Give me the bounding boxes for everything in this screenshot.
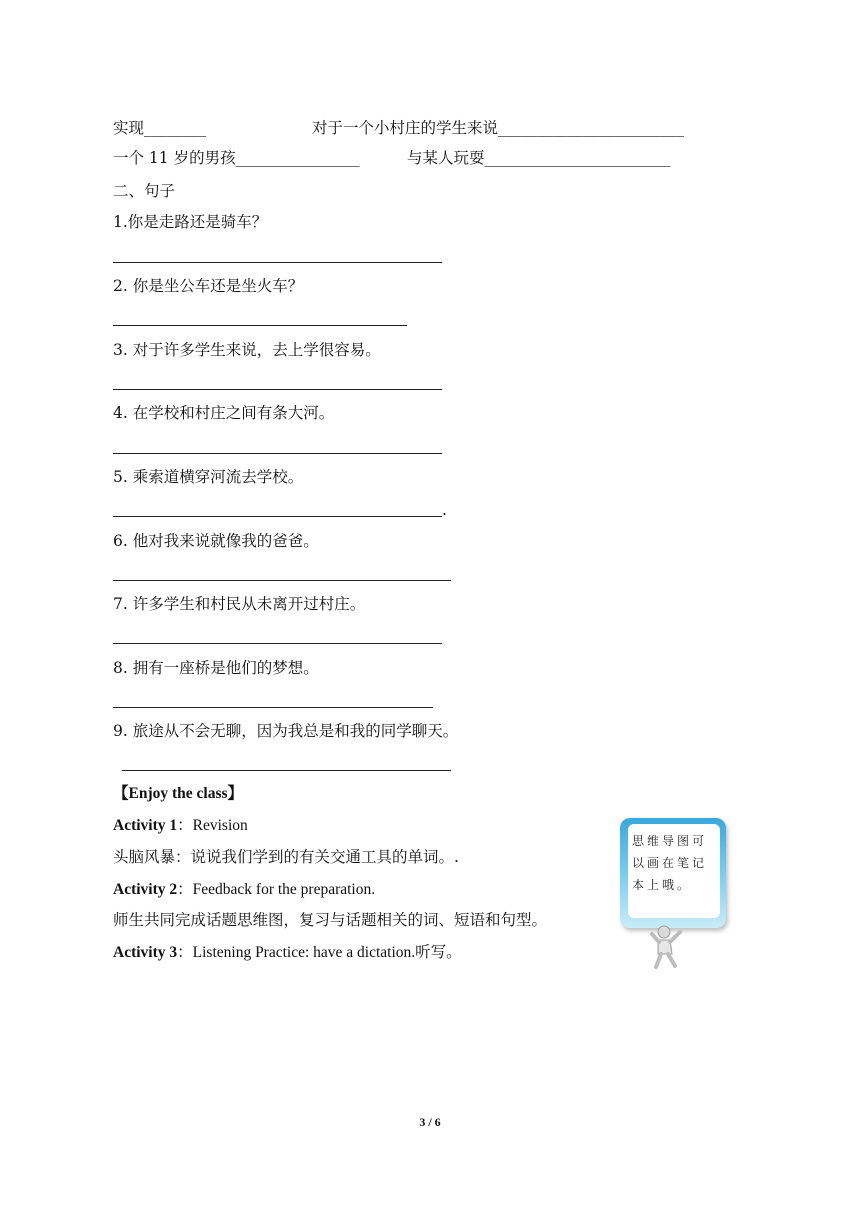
answer-line	[113, 262, 442, 263]
activity-3-label: Activity 3	[113, 944, 178, 961]
note-sign	[620, 818, 726, 928]
activity-3-text: ：Listening Practice: have a dictation.听写。	[177, 944, 462, 961]
section-title-sentences: 二、句子	[113, 182, 176, 200]
sentence-prompt: 2. 你是坐公车还是坐火车？	[113, 277, 304, 295]
answer-line	[113, 707, 433, 708]
activity-1-description: 头脑风暴：说说我们学到的有关交通工具的单词。.	[113, 848, 459, 866]
activity-3	[113, 942, 462, 963]
answer-line	[113, 389, 442, 390]
person-holding-sign-icon	[648, 924, 684, 970]
vocab-item-small-village: 对于一个小村庄的学生来说________________________	[312, 119, 685, 137]
sentence-prompt: 6. 他对我来说就像我的爸爸。	[113, 532, 319, 550]
page-number: 3 / 6	[419, 1115, 441, 1129]
answer-period: .	[442, 501, 447, 519]
answer-line	[113, 325, 407, 326]
activity-1	[113, 815, 248, 836]
sentence-prompt: 4. 在学校和村庄之间有条大河。	[113, 404, 335, 422]
sentence-prompt: 7. 许多学生和村民从未离开过村庄。	[113, 595, 366, 613]
sentence-prompt: 3. 对于许多学生来说，去上学很容易。	[113, 341, 381, 359]
note-text: 思维导图可以画在笔记本上哦。	[632, 834, 708, 892]
activity-2-label: Activity 2	[113, 881, 178, 898]
answer-line	[113, 643, 442, 644]
activity-1-label: Activity 1	[113, 817, 178, 834]
activity-1-text: ：Revision	[177, 817, 248, 834]
vocab-item-realize: 实现________	[113, 119, 207, 137]
sentence-prompt: 5. 乘索道横穿河流去学校。	[113, 468, 304, 486]
sentence-prompt: 9. 旅途从不会无聊，因为我总是和我的同学聊天。	[113, 722, 459, 740]
answer-line	[113, 516, 442, 517]
activity-2	[113, 879, 375, 900]
answer-line	[122, 770, 451, 771]
vocab-item-play-with: 与某人玩耍________________________	[407, 149, 671, 167]
activity-2-description: 师生共同完成话题思维图，复习与话题相关的词、短语和句型。	[113, 911, 548, 929]
sentence-prompt: 8. 拥有一座桥是他们的梦想。	[113, 659, 319, 677]
vocab-item-eleven-year-old: 一个 11 岁的男孩________________	[113, 149, 360, 167]
answer-line	[113, 580, 451, 581]
activity-2-text: ：Feedback for the preparation.	[177, 881, 376, 898]
sentence-prompt: 1.你是走路还是骑车？	[113, 213, 268, 231]
answer-line	[113, 453, 442, 454]
enjoy-class-heading: 【Enjoy the class】	[113, 785, 244, 802]
